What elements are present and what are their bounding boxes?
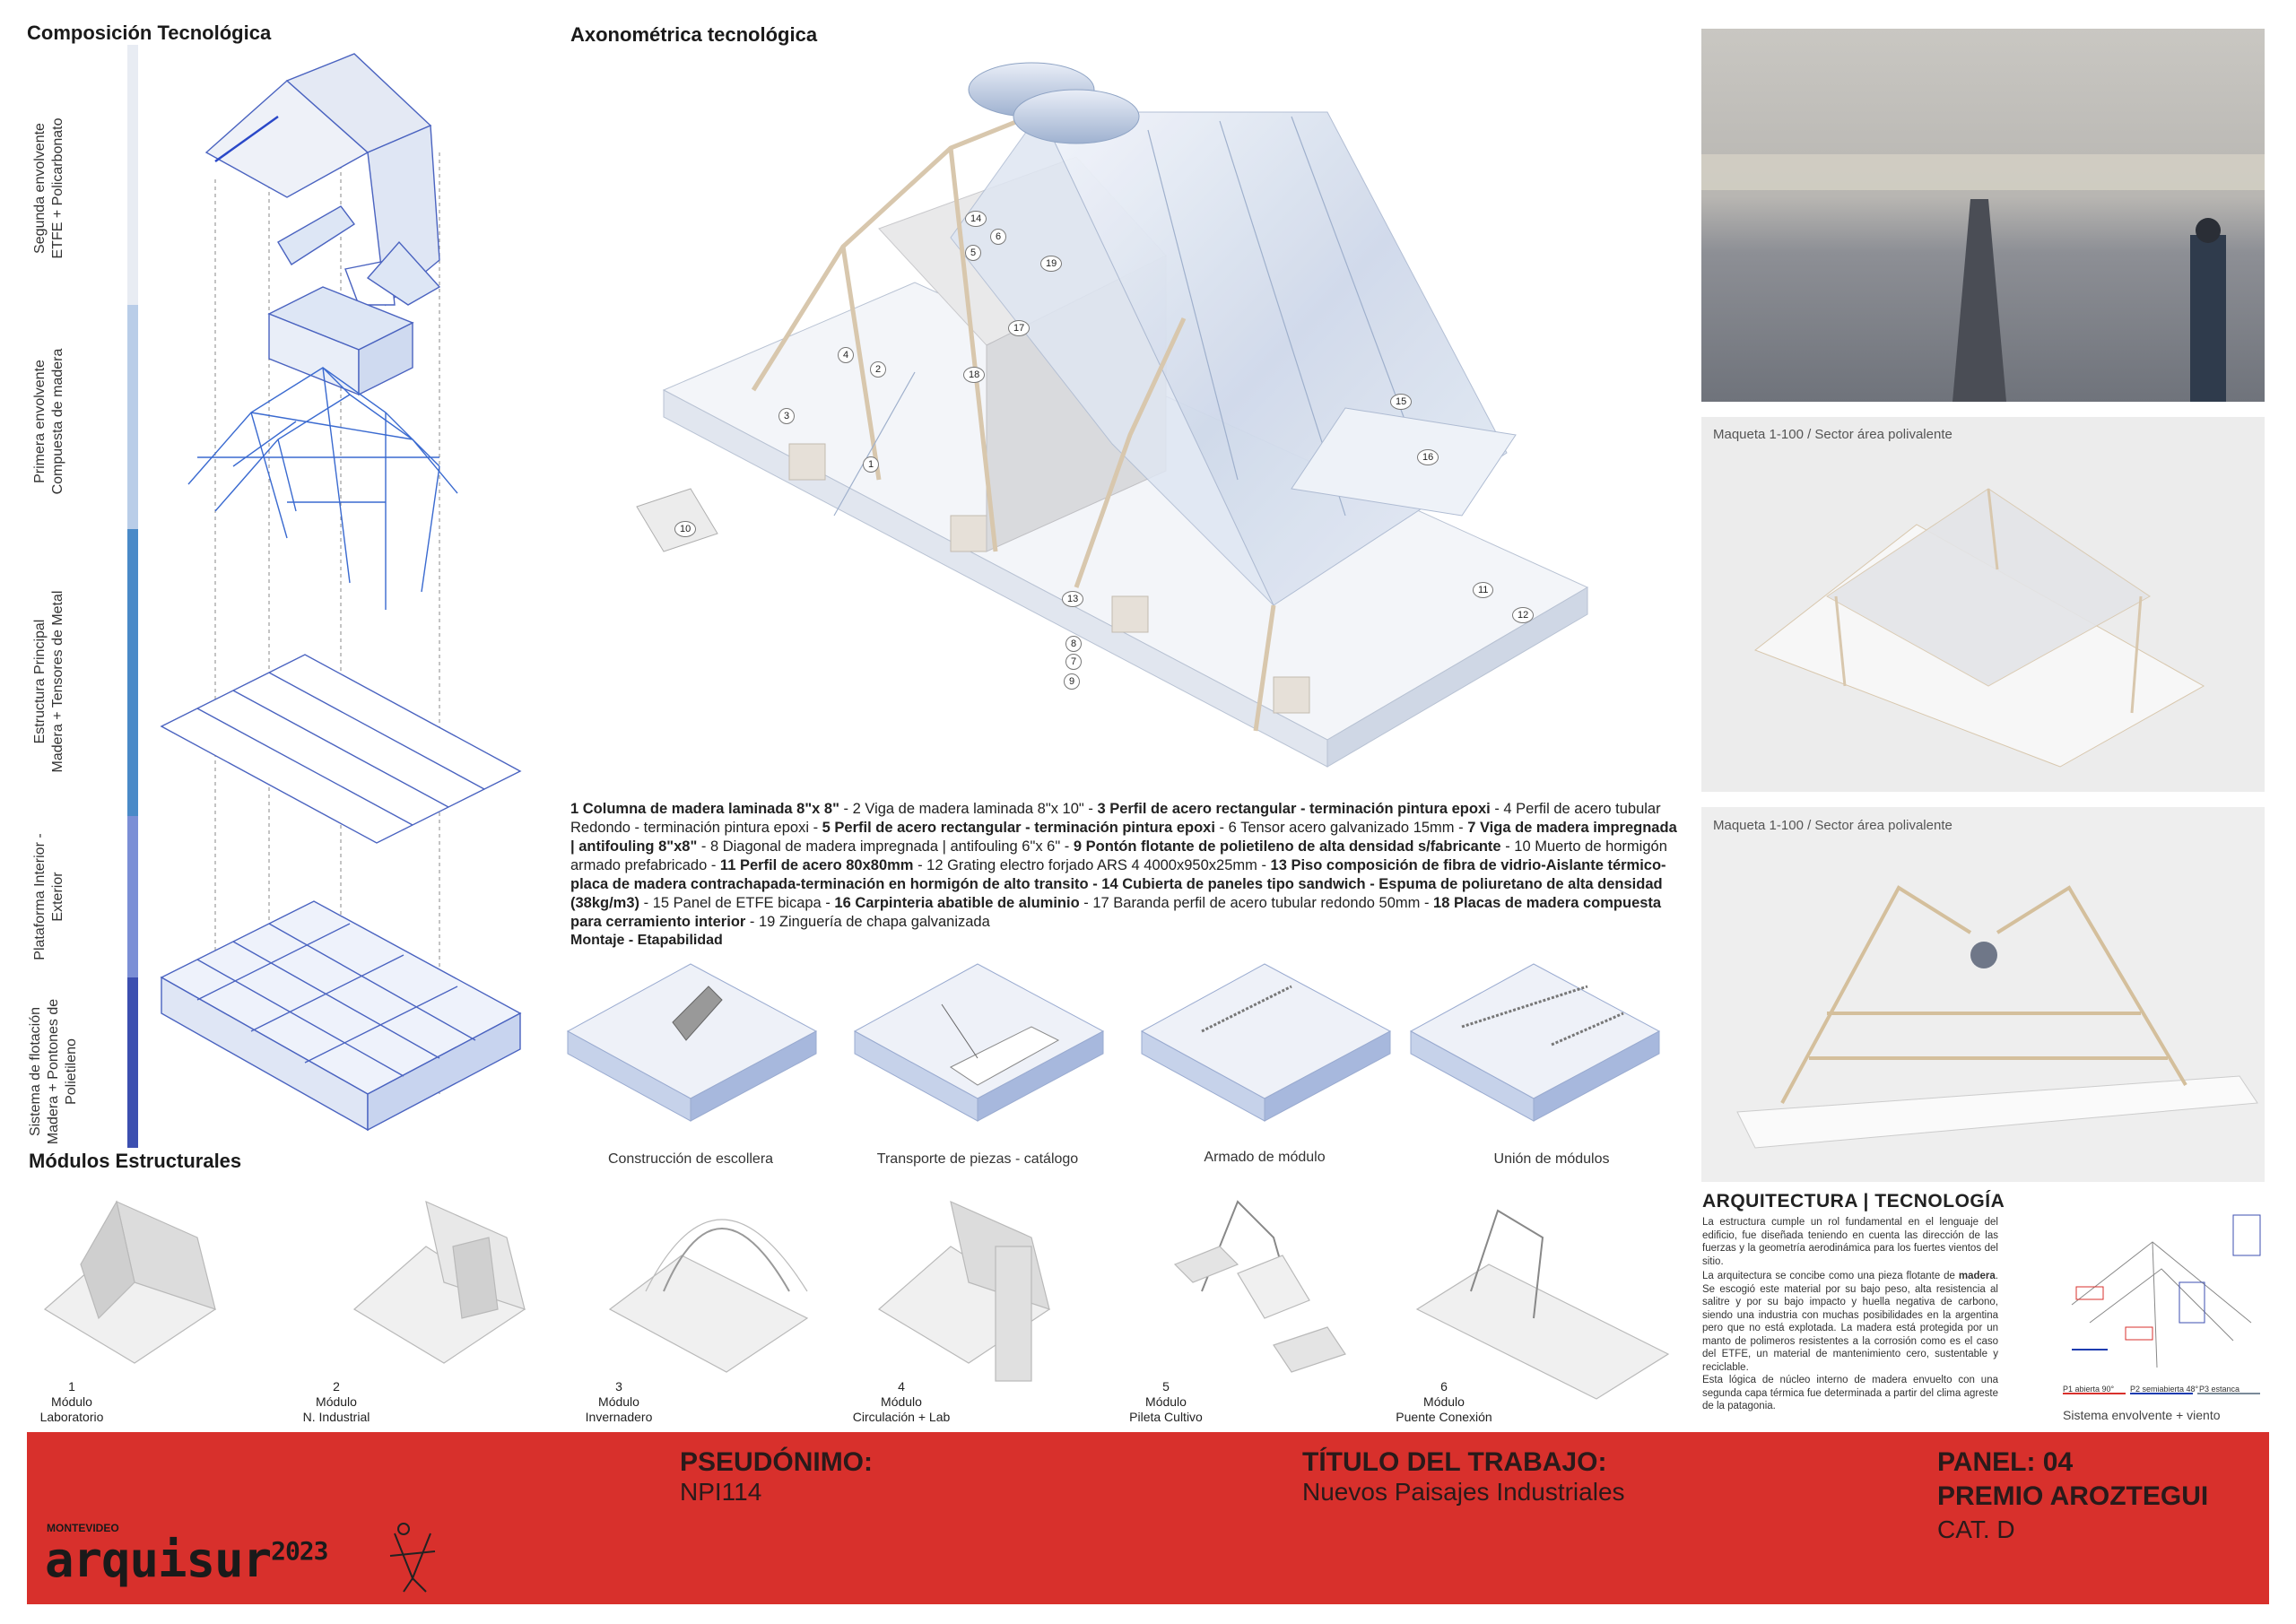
logo-city: MONTEVIDEO [47, 1522, 119, 1534]
callout-1: 1 [863, 456, 879, 472]
model-photo-1-caption: Maqueta 1-100 / Sector área polivalente [1713, 427, 1952, 442]
module-6-label: 6 Módulo Puente Conexión [1396, 1379, 1492, 1424]
module-4-label: 4 Módulo Circulación + Lab [852, 1379, 951, 1424]
callout-12: 12 [1512, 606, 1534, 622]
callout-2: 2 [870, 360, 886, 377]
module-3-label: 3 Módulo Invernadero [585, 1379, 653, 1424]
layer-stripe-3 [127, 529, 138, 816]
module-drawing-1 [45, 1202, 215, 1363]
modulos-heading: Módulos Estructurales [29, 1150, 242, 1172]
callout-16: 16 [1417, 448, 1439, 465]
module-1-label: 1 Módulo Laboratorio [39, 1379, 104, 1424]
model-photo-2 [1701, 807, 2265, 1182]
module-drawing-5 [1175, 1202, 1345, 1372]
layer-label-3: Estructura Principal Madera + Tensores de Metal [32, 590, 65, 773]
category-label: CAT. D [1937, 1515, 2015, 1543]
titulo-label: TÍTULO DEL TRABAJO: [1302, 1447, 1607, 1477]
callout-3: 3 [778, 407, 795, 423]
scale-p3: P3 estanca [2199, 1385, 2240, 1394]
model-photo-2-caption: Maqueta 1-100 / Sector área polivalente [1713, 818, 1952, 833]
callout-8: 8 [1065, 635, 1082, 651]
montaje-block-1 [568, 964, 816, 1121]
callout-18: 18 [963, 366, 985, 382]
layer-label-4: Plataforma Interior - Exterior [32, 833, 65, 960]
logo-brand: arquisur$^{2023}$ [45, 1532, 328, 1588]
module-drawing-2 [354, 1202, 525, 1363]
module-drawing-6 [1417, 1211, 1668, 1399]
module-2-label: 2 Módulo N. Industrial [302, 1379, 370, 1424]
callout-13: 13 [1062, 590, 1083, 606]
module-drawing-4 [879, 1202, 1049, 1381]
diagram-caption: Sistema envolvente + viento [2063, 1408, 2221, 1422]
module-drawing-3 [610, 1220, 807, 1372]
footer-bar [27, 1432, 2269, 1604]
model-photo-1 [1701, 417, 2265, 792]
montaje-caption-1: Construcción de escollera [607, 1151, 774, 1167]
montaje-caption-2: Transporte de piezas - catálogo [876, 1151, 1079, 1167]
callout-14: 14 [965, 210, 987, 226]
pseudonimo-label: PSEUDÓNIMO: [680, 1447, 874, 1477]
pseudonimo-value: NPI114 [680, 1478, 762, 1506]
montaje-block-4 [1411, 964, 1659, 1121]
layer-label-5: Sistema de flotación Madera + Pontones de Polietileno [28, 998, 79, 1145]
composicion-heading: Composición Tecnológica [27, 22, 272, 44]
montaje-diagrams [565, 960, 1686, 1139]
exploded-axonometric [144, 36, 556, 1166]
callout-6: 6 [990, 228, 1006, 244]
montaje-caption-4: Unión de módulos [1493, 1151, 1610, 1167]
callout-7: 7 [1065, 653, 1082, 669]
montaje-block-2 [855, 964, 1103, 1121]
titulo-value: Nuevos Paisajes Industriales [1302, 1478, 1625, 1506]
layer3-structure [188, 368, 457, 610]
logo-mascot-icon [377, 1515, 448, 1596]
materials-legend: 1 Columna de madera laminada 8"x 8" - 2 Viga de madera laminada 8"x 10" - 3 Perfil de acero rectangular - terminación pintura epoxi - 4 Perfil de acero tubular Redondo - terminación pintura epoxi - 5 Perfil de acero rectangular - terminación pintura epoxi - 6 Tensor acero galvanizado 15mm - 7 Viga de madera impregnada | antifouling 8"x8" - 8 Diagonal de madera impregnada | antifouling 6"x 6" - 9 Pontón flotante de polietileno de alta densidad s/fabricante - 10 Muerto de hormigón armado prefabricado - 11 Perfil de acero 80x80mm - 12 Grating electro forjado ARS 4 4000x950x25mm - 13 Piso composición de fibra de vidrio-Aislante térmico-placa de madera contrachapada-terminación en hormigón de alto transito - 14 Cubierta de paneles tipo sandwich - Espuma de poliuretano de alta densidad (38kg/m3) - 15 Panel de ETFE bicapa - 16 Carpinteria abatible de aluminio - 17 Baranda perfil de acero tubular redondo 50mm - 18 Placas de madera compuesta para cerramiento interior - 19 Zinguería de chapa galvanizada [570, 801, 1677, 930]
arquitectura-text: La estructura cumple un rol fundamental en el lenguaje del edificio, fue diseñada teniendo en cuenta las dirección de las fuerzas y la geometría aerodinámica para los fuertes vientos del sitio. La arquitectura se concibe como una pieza flotante de madera. Se escogió este material por su bajo peso, alta resistencia al salitre y por su bajo impacto y huella negativa de carbono, siendo una industria con muchas posibilidades en la argentina pero que no está explotada. La madera está protegida por un manto de polimeros resistentes a la corrosión como es el caso del ETFE, un material de mantenimiento cero, sustentable y reciclable. Esta lógica de núcleo interno de madera envuelto con una segunda capa térmica fue determinada a partir del clima agreste de la patagonia. [1702, 1217, 1998, 1411]
scale-p1: P1 abierta 90° [2063, 1385, 2115, 1394]
axonometrica-heading: Axonométrica tecnológica [570, 23, 818, 46]
montaje-block-3 [1142, 964, 1390, 1121]
callout-19: 19 [1040, 255, 1062, 271]
callout-4: 4 [838, 346, 854, 362]
premio-label: PREMIO AROZTEGUI [1937, 1481, 2209, 1511]
layer-stripe-2 [127, 305, 138, 529]
layer-stripe-4 [127, 816, 138, 977]
layer-stripe-5 [127, 977, 138, 1148]
layer-stripe-1 [127, 45, 138, 305]
render-photo-pier [1701, 29, 2265, 402]
callout-11: 11 [1473, 581, 1493, 597]
callout-17: 17 [1008, 319, 1030, 335]
layer-label-1: Segunda envolvente ETFE + Policarbonato [32, 117, 65, 259]
envelope-wind-diagram [2054, 1197, 2269, 1394]
scale-p2: P2 semiabierta 48° [2130, 1385, 2199, 1394]
callout-15: 15 [1390, 393, 1412, 409]
callout-10: 10 [674, 520, 696, 536]
callout-5: 5 [965, 244, 981, 260]
technological-axonometric [610, 49, 1614, 776]
callout-9: 9 [1064, 673, 1080, 689]
module-5-label: 5 Módulo Pileta Cultivo [1129, 1379, 1203, 1424]
panel-number: PANEL: 04 [1937, 1447, 2074, 1477]
montaje-heading: Montaje - Etapabilidad [570, 933, 723, 948]
layer-label-2: Primera envolvente Compuesta de madera [32, 348, 65, 495]
montaje-caption-3: Armado de módulo [1204, 1150, 1326, 1165]
arquitectura-title: ARQUITECTURA | TECNOLOGÍA [1702, 1191, 2005, 1211]
